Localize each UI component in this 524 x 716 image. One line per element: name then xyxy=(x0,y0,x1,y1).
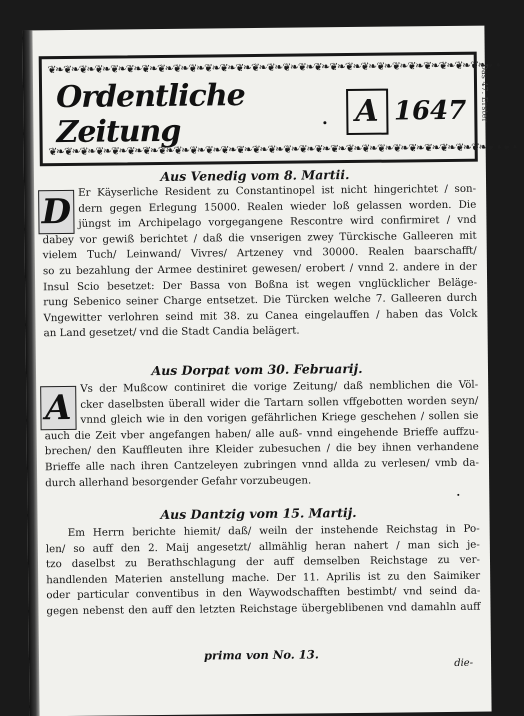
article-line: brechen/ den Kauffleuten ihre Kleider zubesuchen / die bey ihnen verhandene xyxy=(44,441,479,458)
ornament-border-top: ❦❧❦❧❦❧❦❧❦❧❦❧❦❧❦❧❦❧❦❧❦❧❦❧❦❧❦❧❦❧❦❧❦❧❦❧❦❧❦❧❦❧❦❧❦❧❦❧❦❧❦❧❦❧❦❧❦❧ xyxy=(47,57,502,78)
catchword: die- xyxy=(454,657,474,669)
ink-speck xyxy=(323,121,326,124)
article-line: Vngewitter verlohren seind mit 38. zu Canea eingelauffen / haben das Volck xyxy=(43,307,478,324)
section-heading-dantzig: Aus Dantzig vom 15. Martij. xyxy=(160,504,357,523)
article-dorpat xyxy=(44,378,479,492)
masthead-title: Ordentliche Zeitung xyxy=(55,78,245,151)
article-line: an Land gesetzet/ vnd die Stadt Candia belägert. xyxy=(43,324,300,340)
article-line: len/ so auff den 2. Maij angesetzt/ allmählig heran nahert / man sich je- xyxy=(45,538,480,555)
article-line: so zu bezahlung der Armee destiniret gewesen/ erobert / vnnd 2. andere in der xyxy=(42,260,477,278)
article-dantzig xyxy=(46,522,481,620)
article-line: Brieffe alle nach ihren Cantzeleyen zubringen vnnd allda zu verlesen/ vmb da- xyxy=(44,456,480,474)
article-line: gegen nebenst den auff den letzten Reichstage übergeblibenen vnd damahln auff xyxy=(46,600,481,618)
article-line: vielem Tuch/ Leinwand/ Vivres/ Artzeney vnd 30000. Realen baarschafft/ xyxy=(42,245,477,262)
article-line: auch die Zeit vber angefangen haben/ alle auß- vnnd eingehende Brieffe auffzu- xyxy=(44,425,479,443)
article-line: cker daselbsten überall wider die Tartarn sollen vffgebotten worden seyn/ xyxy=(80,394,479,411)
signature-line: prima von No. 13. xyxy=(203,647,319,663)
article-line: dern gegen Erlegung 15000. Realen wieder loß gelassen worden. Die xyxy=(78,198,477,215)
masthead-year: 1647 xyxy=(393,95,467,127)
newspaper-page xyxy=(22,26,519,716)
article-line: tzo daselbst zu Berathschlagung der auff demselben Reichstage zu ver- xyxy=(45,553,481,571)
section-heading-dorpat: Aus Dorpat vom 30. Februarij. xyxy=(151,360,363,379)
margin-note: Das 47. Erster xyxy=(479,63,490,123)
article-line: dabey vor gewiß berichtet / daß die vnserigen zwey Türckische Galleeren mit xyxy=(42,229,477,247)
section-heading-venedig: Aus Venedig vom 8. Martii. xyxy=(160,167,350,185)
ink-speck xyxy=(457,494,459,496)
ornament-border-bottom: ❦❧❦❧❦❧❦❧❦❧❦❧❦❧❦❧❦❧❦❧❦❧❦❧❦❧❦❧❦❧❦❧❦❧❦❧❦❧❦❧❦❧❦❧❦❧❦❧❦❧❦❧❦❧❦❧❦❧❦❧ xyxy=(48,139,519,160)
article-line: Em Herrn berichte hiemit/ daß/ weiln der instehende Reichstag in Po- xyxy=(67,522,480,539)
article-line: rung Sebenico seiner Charge entsetzet. Die Türcken welche 7. Galleeren durch xyxy=(43,291,478,309)
article-line: Er Käyserliche Resident zu Constantinopel ist nicht hingerichtet / son- xyxy=(78,182,477,199)
article-line: Vs der Mußcow continiret die vorige Zeitung/ daß nemblichen die Völ- xyxy=(80,378,479,395)
article-venedig xyxy=(42,182,478,342)
article-line: jüngst im Archipelago vorgegangene Rescontre wird confirmiret / vnd xyxy=(78,213,477,231)
masthead-issue-letter: A xyxy=(346,89,388,135)
article-line: handlenden Materien anstellung mache. Der 11. Aprilis ist zu den Saimiker xyxy=(46,569,481,587)
dropcap-a: A xyxy=(40,386,76,430)
article-line: oder particular conventibus in den Waywodschafften bestimbt/ vnd seind da- xyxy=(46,585,481,602)
masthead xyxy=(55,78,467,151)
article-line: vnnd gleich wie in den vorigen gefährlichen Kriege geschehen / sollen sie xyxy=(80,409,479,427)
dropcap-d: D xyxy=(38,190,74,234)
article-line: Insul Scio besetzet: Der Bassa von Boßna ist wegen vnglücklicher Beläge- xyxy=(43,276,478,293)
article-line: durch allerhand besorgender Gefahr vorzubeugen. xyxy=(45,474,312,489)
